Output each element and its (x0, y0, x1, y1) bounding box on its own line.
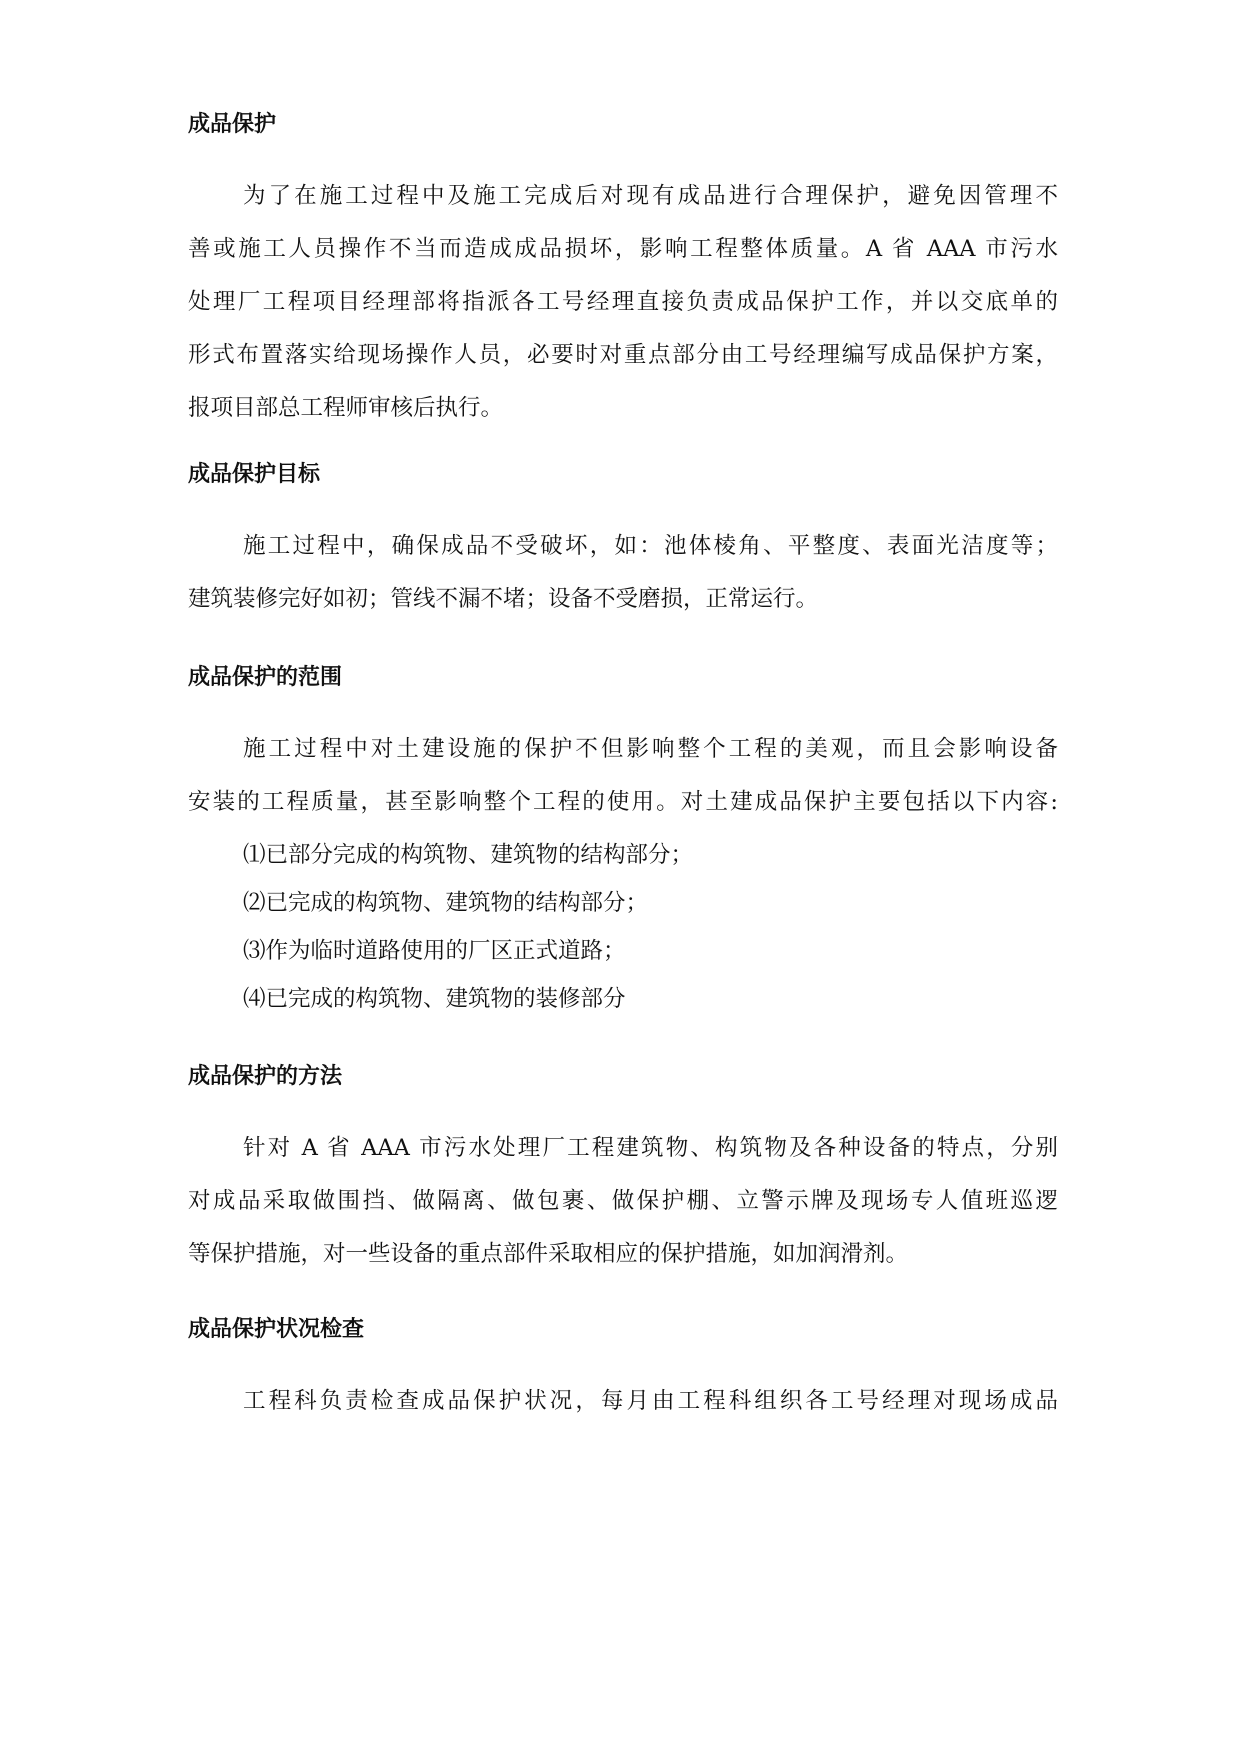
section-heading-protection-goal: 成品保护目标 (188, 462, 321, 487)
section-heading-protection-inspection: 成品保护状况检查 (188, 1317, 365, 1342)
paragraph-line: 善或施工人员操作不当而造成成品损坏，影响工程整体质量。A 省 AAA 市污水 (188, 236, 1058, 262)
paragraph-line: 处理厂工程项目经理部将指派各工号经理直接负责成品保护工作，并以交底单的 (188, 289, 1058, 315)
section-heading-protection-scope: 成品保护的范围 (188, 665, 343, 690)
list-item: ⑵已完成的构筑物、建筑物的结构部分； (243, 890, 649, 916)
paragraph-line: 为了在施工过程中及施工完成后对现有成品进行合理保护，避免因管理不 (243, 183, 1058, 209)
paragraph-line: 工程科负责检查成品保护状况，每月由工程科组织各工号经理对现场成品 (243, 1388, 1058, 1414)
list-item: ⑴已部分完成的构筑物、建筑物的结构部分； (243, 842, 694, 868)
list-item: ⑷已完成的构筑物、建筑物的装修部分 (243, 986, 626, 1012)
paragraph-line: 施工过程中对土建设施的保护不但影响整个工程的美观，而且会影响设备 (243, 736, 1058, 762)
paragraph-line: 建筑装修完好如初；管线不漏不堵；设备不受磨损，正常运行。 (188, 586, 819, 612)
paragraph-line: 安装的工程质量，甚至影响整个工程的使用。对土建成品保护主要包括以下内容: (188, 789, 1058, 815)
section-heading-protection-method: 成品保护的方法 (188, 1064, 343, 1089)
list-item: ⑶作为临时道路使用的厂区正式道路； (243, 938, 626, 964)
paragraph-line: 施工过程中，确保成品不受破坏，如：池体棱角、平整度、表面光洁度等； (243, 533, 1058, 559)
paragraph-line: 对成品采取做围挡、做隔离、做包裹、做保护棚、立警示牌及现场专人值班巡逻 (188, 1188, 1058, 1214)
section-heading-product-protection: 成品保护 (188, 112, 277, 137)
paragraph-line: 形式布置落实给现场操作人员，必要时对重点部分由工号经理编写成品保护方案， (188, 342, 1058, 368)
paragraph-line: 针对 A 省 AAA 市污水处理厂工程建筑物、构筑物及各种设备的特点，分别 (243, 1135, 1058, 1161)
paragraph-line: 报项目部总工程师审核后执行。 (188, 395, 504, 421)
paragraph-line: 等保护措施，对一些设备的重点部件采取相应的保护措施，如加润滑剂。 (188, 1241, 909, 1267)
